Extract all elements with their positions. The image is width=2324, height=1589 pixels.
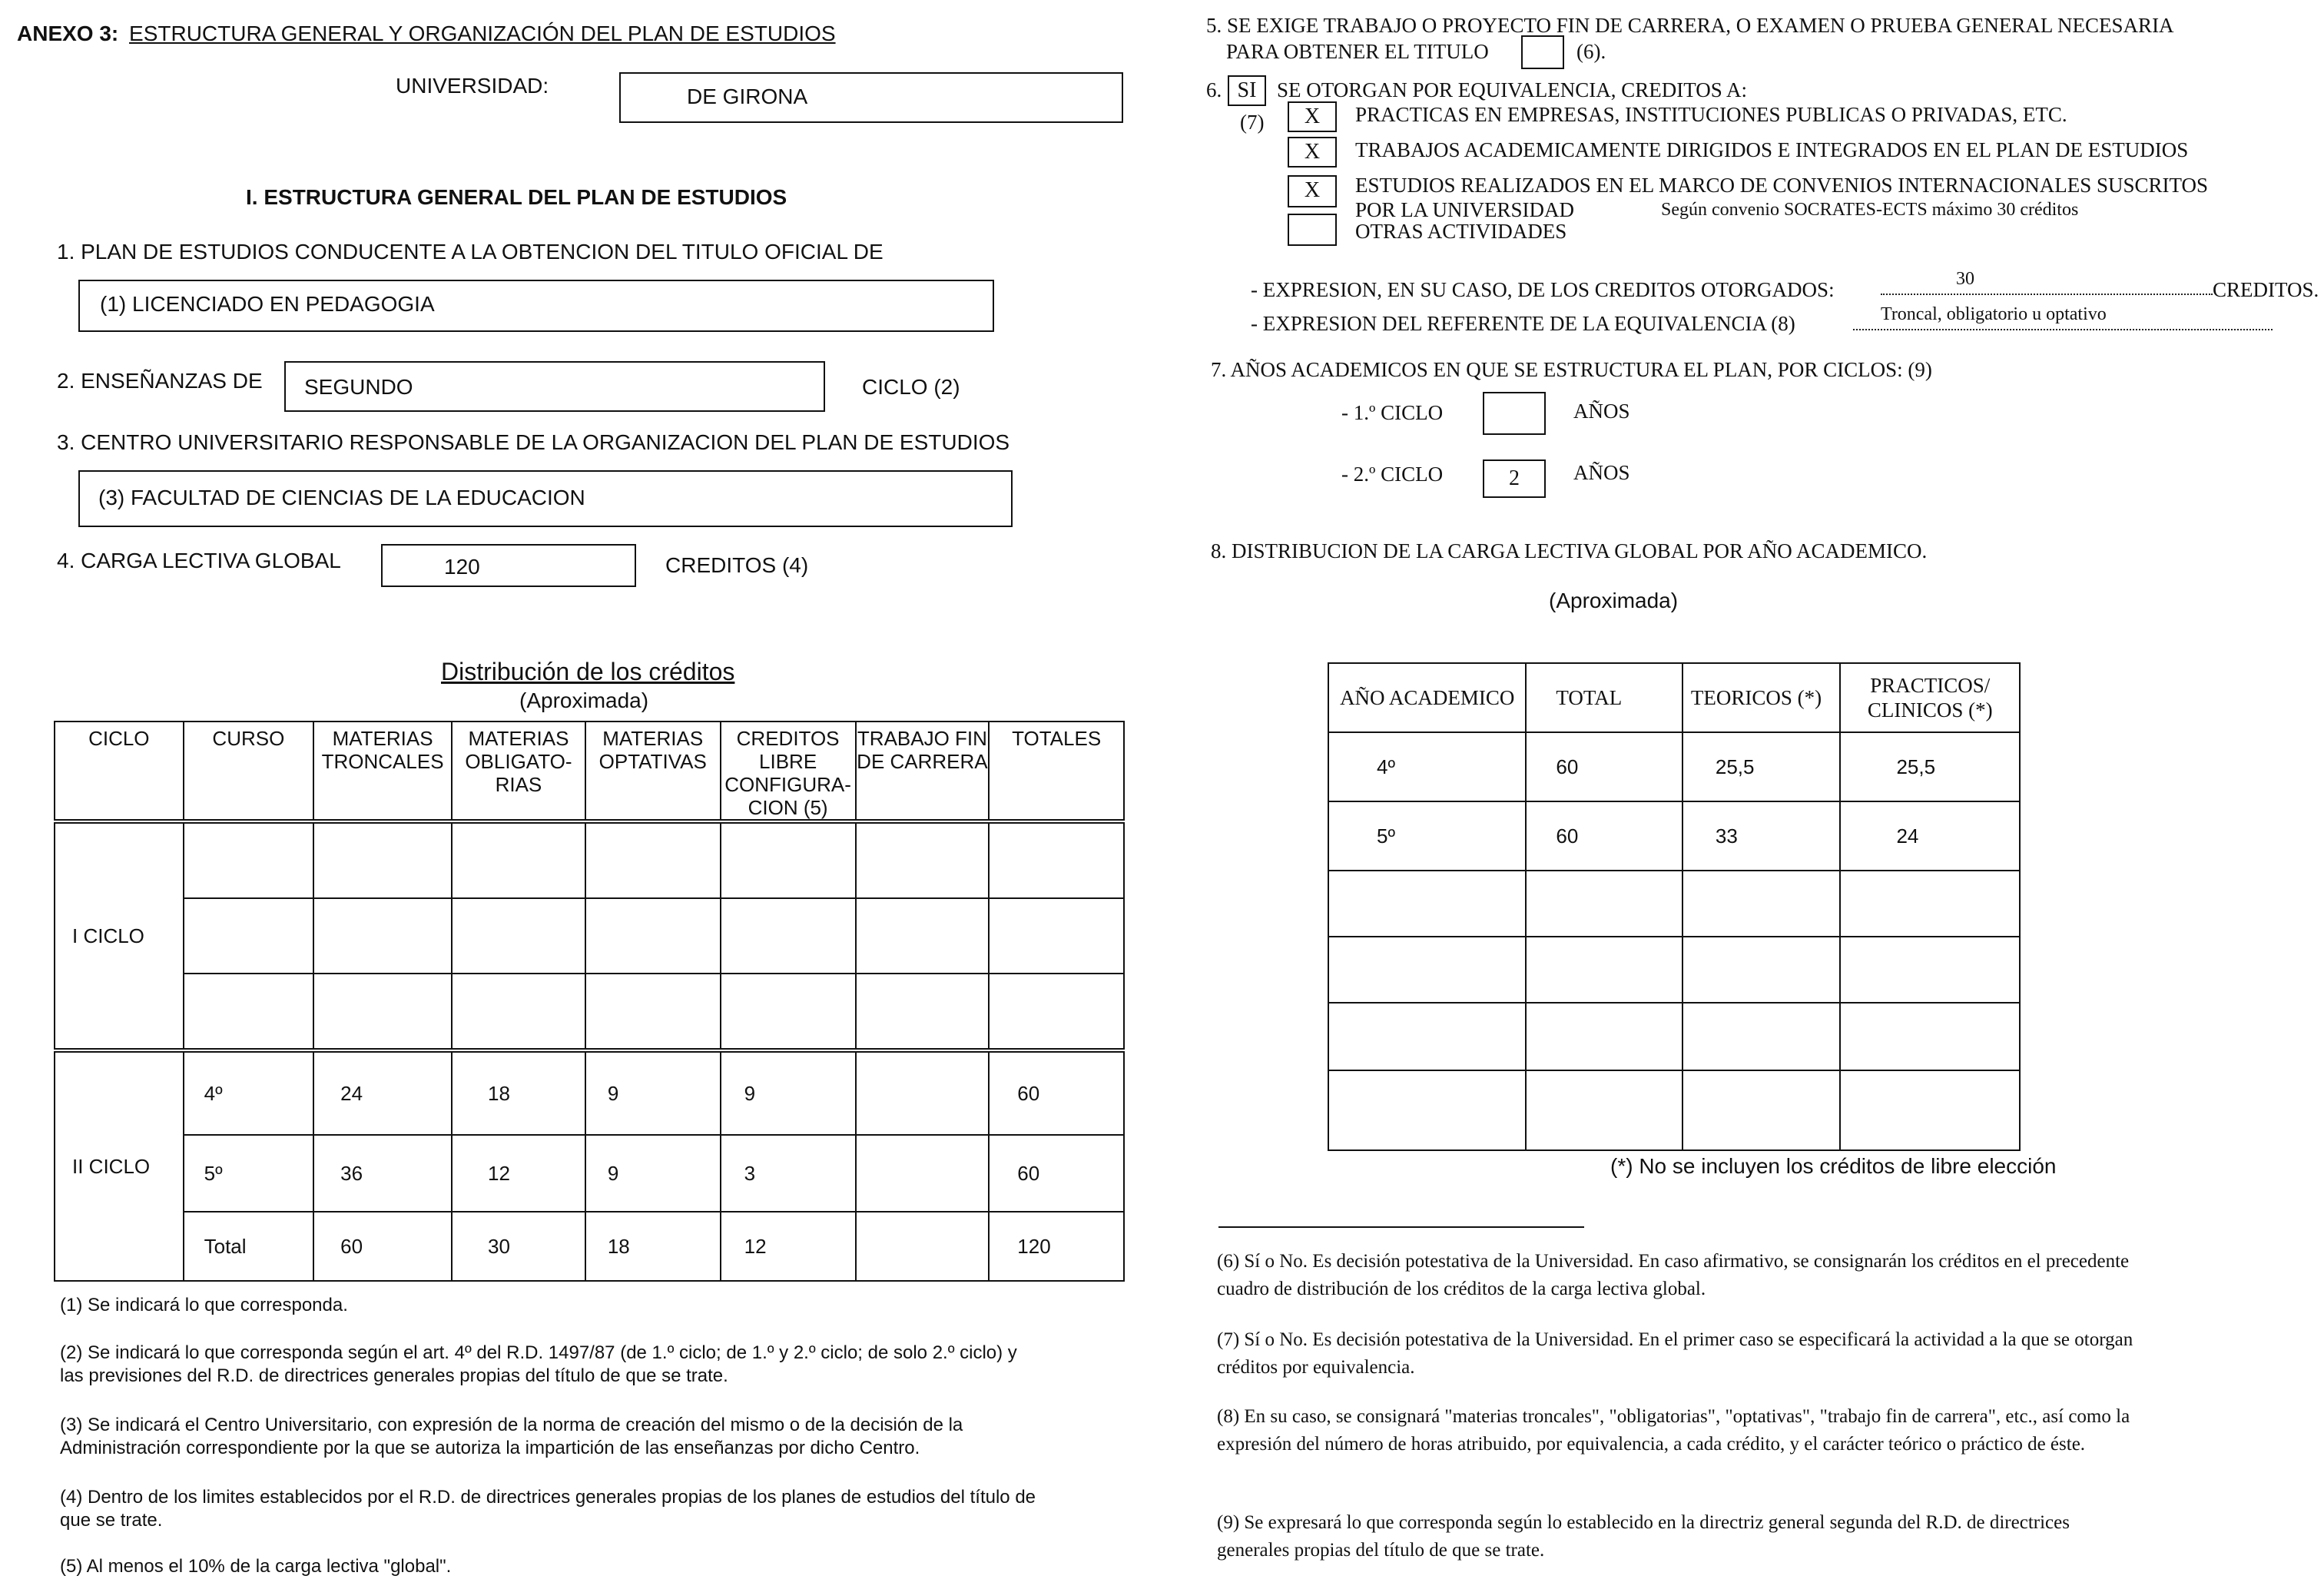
- row-5-optativas: 9: [585, 1135, 721, 1212]
- table-cell: [856, 821, 990, 898]
- t2-empty-cell: [1328, 1003, 1526, 1070]
- row-4-trabajo: [856, 1050, 990, 1135]
- row-5-curso: 5º: [184, 1135, 314, 1212]
- item5-ref: (6).: [1576, 40, 1606, 63]
- expr1-dotted-line: [1881, 294, 2213, 295]
- row-total-trabajo: [856, 1212, 990, 1281]
- row-4-optativas: 9: [585, 1050, 721, 1135]
- item6-ref: (7): [1240, 111, 1265, 134]
- t2-header-year: AÑO ACADEMICO: [1328, 663, 1526, 732]
- t2-row1-year: 4º: [1328, 732, 1526, 801]
- option-4-checkbox[interactable]: [1288, 214, 1337, 246]
- item2-value: SEGUNDO: [304, 375, 413, 399]
- row-total-libre: 12: [721, 1212, 856, 1281]
- row-4-totales: 60: [989, 1050, 1124, 1135]
- note-3: (3) Se indicará el Centro Universitario, con expresión de la norma de creación del mismo o de la decisión de la Administración correspondiente por la que se autoriza la impartición de las enseñanzas por dicho Centro.: [60, 1415, 963, 1458]
- yearly-load-table: [1328, 662, 2021, 1151]
- t2-row2-total: 60: [1526, 801, 1682, 871]
- cycle1-years-box: [1483, 392, 1546, 435]
- item4-suffix: CREDITOS (4): [665, 553, 809, 577]
- t2-empty-cell: [1840, 1003, 2020, 1070]
- item1-label: 1. PLAN DE ESTUDIOS CONDUCENTE A LA OBTENCION DEL TITULO OFICIAL DE: [57, 240, 884, 264]
- item5-line2: PARA OBTENER EL TITULO: [1226, 40, 1489, 63]
- t2-row1-total: 60: [1526, 732, 1682, 801]
- footnote-divider: [1218, 1226, 1584, 1228]
- row-5-libre: 3: [721, 1135, 856, 1212]
- table-cell: [585, 898, 721, 974]
- t2-empty-cell: [1328, 937, 1526, 1003]
- option-3-line2: POR LA UNIVERSIDAD: [1355, 198, 1575, 221]
- expr1-label: - EXPRESION, EN SU CASO, DE LOS CREDITOS OTORGADOS:: [1251, 278, 1835, 301]
- footnote-6: (6) Sí o No. Es decisión potestativa de la Universidad. En caso afirmativo, se consignarán los créditos en el precedente cuadro de distribución de los créditos de la carga lectiva global.: [1217, 1251, 2130, 1299]
- row-5-obligatorias: 12: [452, 1135, 585, 1212]
- table-cell: [585, 974, 721, 1050]
- row-4-obligatorias: 18: [452, 1050, 585, 1135]
- expr2-label: - EXPRESION DEL REFERENTE DE LA EQUIVALENCIA (8): [1251, 312, 1795, 335]
- item3-label: 3. CENTRO UNIVERSITARIO RESPONSABLE DE LA ORGANIZACION DEL PLAN DE ESTUDIOS: [57, 430, 1010, 454]
- annex-title: ESTRUCTURA GENERAL Y ORGANIZACIÓN DEL PLAN DE ESTUDIOS: [129, 22, 836, 45]
- note-4: (4) Dentro de los limites establecidos por el R.D. de directrices generales propias de los planes de estudios del título de que se trate.: [60, 1487, 1036, 1531]
- header-curso: CURSO: [184, 722, 314, 821]
- t2-empty-cell: [1840, 1070, 2020, 1150]
- item4-box: [381, 544, 636, 587]
- item1-box: [78, 280, 994, 332]
- expr1-value: 30: [1956, 269, 1974, 289]
- cycle1-years-label: - 1.º CICLO: [1341, 401, 1444, 424]
- table-cell: [585, 821, 721, 898]
- t2-empty-cell: [1840, 871, 2020, 937]
- t2-empty-cell: [1682, 1070, 1841, 1150]
- table2-note: (*) No se incluyen los créditos de libre elección: [1610, 1154, 2057, 1178]
- cycle1-label: I CICLO: [55, 821, 184, 1050]
- table-cell: [452, 974, 585, 1050]
- cycle1-years-unit: AÑOS: [1573, 400, 1630, 423]
- expr2-value: Troncal, obligatorio u optativo: [1881, 304, 2107, 324]
- cycle2-years-label: - 2.º CICLO: [1341, 463, 1444, 486]
- t2-empty-cell: [1328, 871, 1526, 937]
- row-total-optativas: 18: [585, 1212, 721, 1281]
- table-cell: [184, 821, 314, 898]
- t2-empty-cell: [1682, 871, 1841, 937]
- option-2-label: TRABAJOS ACADEMICAMENTE DIRIGIDOS E INTEGRADOS EN EL PLAN DE ESTUDIOS: [1355, 138, 2189, 161]
- header-ciclo: CICLO: [55, 722, 184, 821]
- t2-row1-practicos: 25,5: [1840, 732, 2020, 801]
- university-value: DE GIRONA: [687, 85, 808, 108]
- note-5: (5) Al menos el 10% de la carga lectiva "global".: [60, 1556, 452, 1577]
- header-troncales: MATERIAS TRONCALES: [313, 722, 452, 821]
- expr1-suffix: CREDITOS.: [2213, 278, 2319, 301]
- t2-empty-cell: [1526, 937, 1682, 1003]
- item6-num: 6.: [1206, 78, 1222, 101]
- item6-box: SI: [1228, 75, 1266, 106]
- row-5-trabajo: [856, 1135, 990, 1212]
- item2-label: 2. ENSEÑANZAS DE: [57, 369, 263, 393]
- item7-label: 7. AÑOS ACADEMICOS EN QUE SE ESTRUCTURA EL PLAN, POR CICLOS: (9): [1211, 358, 1932, 381]
- item4-label: 4. CARGA LECTIVA GLOBAL: [57, 549, 341, 572]
- annex-header: [17, 22, 836, 46]
- t2-empty-cell: [1526, 871, 1682, 937]
- table-cell: [856, 974, 990, 1050]
- dist-title: Distribución de los créditos: [441, 658, 735, 685]
- t2-header-practicos: PRACTICOS/ CLINICOS (*): [1840, 663, 2020, 732]
- item8-sub: (Aproximada): [1549, 589, 1679, 612]
- row-4-curso: 4º: [184, 1050, 314, 1135]
- item5-line1: 5. SE EXIGE TRABAJO O PROYECTO FIN DE CARRERA, O EXAMEN O PRUEBA GENERAL NECESARIA: [1206, 14, 2174, 37]
- header-totales: TOTALES: [989, 722, 1124, 821]
- credits-table: [54, 721, 1125, 1282]
- row-4-troncales: 24: [313, 1050, 452, 1135]
- table-cell: [452, 898, 585, 974]
- footnote-7: (7) Sí o No. Es decisión potestativa de la Universidad. En el primer caso se especificará la actividad a la que se otorgan créditos por equivalencia.: [1217, 1329, 2133, 1378]
- row-4-libre: 9: [721, 1050, 856, 1135]
- item4-value: 120: [444, 555, 480, 579]
- footnote-8: (8) En su caso, se consignará "materias troncales", "obligatorias", "optativas", "trabajo fin de carrera", etc., así como la expresión del número de horas atribuido, por equivalencia, a cada crédito, y el carácter teórico o práctico de éste.: [1217, 1406, 2130, 1455]
- option-3-label: ESTUDIOS REALIZADOS EN EL MARCO DE CONVENIOS INTERNACIONALES SUSCRITOS: [1355, 174, 2209, 197]
- note-2: (2) Se indicará lo que corresponda según el art. 4º del R.D. 1497/87 (de 1.º ciclo; de 1.º y 2.º ciclo; de solo 2.º ciclo) y las previsiones del R.D. de directrices generales propias del título de que se trate.: [60, 1342, 1017, 1386]
- table-cell: [184, 898, 314, 974]
- t2-empty-cell: [1840, 937, 2020, 1003]
- item2-box: [284, 361, 825, 412]
- t2-empty-cell: [1526, 1070, 1682, 1150]
- t2-row2-practicos: 24: [1840, 801, 2020, 871]
- row-5-troncales: 36: [313, 1135, 452, 1212]
- footnote-9: (9) Se expresará lo que corresponda según lo establecido en la directriz general segunda del R.D. de directrices generales propias del título de que se trate.: [1217, 1512, 2070, 1561]
- header-trabajo: TRABAJO FIN DE CARRERA: [856, 722, 990, 821]
- expr2-dotted-line: [1853, 329, 2273, 330]
- dist-subtitle: (Aproximada): [519, 688, 649, 712]
- table-cell: [313, 821, 452, 898]
- cycle2-label: II CICLO: [55, 1050, 184, 1281]
- item5-box: [1521, 35, 1564, 69]
- table-cell: [721, 974, 856, 1050]
- item2-suffix: CICLO (2): [862, 375, 960, 399]
- university-box: [619, 72, 1123, 123]
- row-total-troncales: 60: [313, 1212, 452, 1281]
- item6-label: SE OTORGAN POR EQUIVALENCIA, CREDITOS A:: [1277, 78, 1748, 101]
- table-cell: [721, 821, 856, 898]
- t2-header-teoricos: TEORICOS (*): [1682, 663, 1841, 732]
- t2-row2-year: 5º: [1328, 801, 1526, 871]
- cycle2-years-unit: AÑOS: [1573, 461, 1630, 484]
- item1-value: (1) LICENCIADO EN PEDAGOGIA: [100, 292, 435, 316]
- t2-empty-cell: [1526, 1003, 1682, 1070]
- row-5-totales: 60: [989, 1135, 1124, 1212]
- table-cell: [184, 974, 314, 1050]
- t2-row1-teoricos: 25,5: [1682, 732, 1841, 801]
- header-libre: CREDITOS LIBRE CONFIGURA- CION (5): [721, 722, 856, 821]
- table-cell: [856, 898, 990, 974]
- row-total-curso: Total: [184, 1212, 314, 1281]
- option-4-label: OTRAS ACTIVIDADES: [1355, 220, 1567, 243]
- t2-empty-cell: [1328, 1070, 1526, 1150]
- option-3-checkbox[interactable]: X: [1288, 175, 1337, 207]
- item3-box: [78, 470, 1013, 527]
- option-1-checkbox[interactable]: X: [1288, 101, 1337, 132]
- header-obligatorias: MATERIAS OBLIGATO- RIAS: [452, 722, 585, 821]
- row-total-totales: 120: [989, 1212, 1124, 1281]
- t2-row2-teoricos: 33: [1682, 801, 1841, 871]
- note-1: (1) Se indicará lo que corresponda.: [60, 1295, 348, 1315]
- row-total-obligatorias: 30: [452, 1212, 585, 1281]
- cycle2-years-box: 2: [1483, 459, 1546, 498]
- table-cell: [989, 974, 1124, 1050]
- option-1-label: PRACTICAS EN EMPRESAS, INSTITUCIONES PUBLICAS O PRIVADAS, ETC.: [1355, 103, 2067, 126]
- t2-header-total: TOTAL: [1526, 663, 1682, 732]
- header-optativas: MATERIAS OPTATIVAS: [585, 722, 721, 821]
- table-cell: [313, 898, 452, 974]
- university-label: UNIVERSIDAD:: [396, 74, 549, 98]
- option-2-checkbox[interactable]: X: [1288, 137, 1337, 168]
- section-title: I. ESTRUCTURA GENERAL DEL PLAN DE ESTUDIOS: [246, 185, 787, 209]
- table-cell: [989, 821, 1124, 898]
- annex-label: ANEXO 3:: [17, 22, 119, 45]
- item8-label: 8. DISTRIBUCION DE LA CARGA LECTIVA GLOBAL POR AÑO ACADEMICO.: [1211, 539, 1928, 562]
- option-3-note: Según convenio SOCRATES-ECTS máximo 30 créditos: [1661, 200, 2079, 220]
- table-cell: [989, 898, 1124, 974]
- table-cell: [313, 974, 452, 1050]
- t2-empty-cell: [1682, 937, 1841, 1003]
- t2-empty-cell: [1682, 1003, 1841, 1070]
- item3-value: (3) FACULTAD DE CIENCIAS DE LA EDUCACION: [98, 486, 585, 509]
- table-cell: [721, 898, 856, 974]
- table-cell: [452, 821, 585, 898]
